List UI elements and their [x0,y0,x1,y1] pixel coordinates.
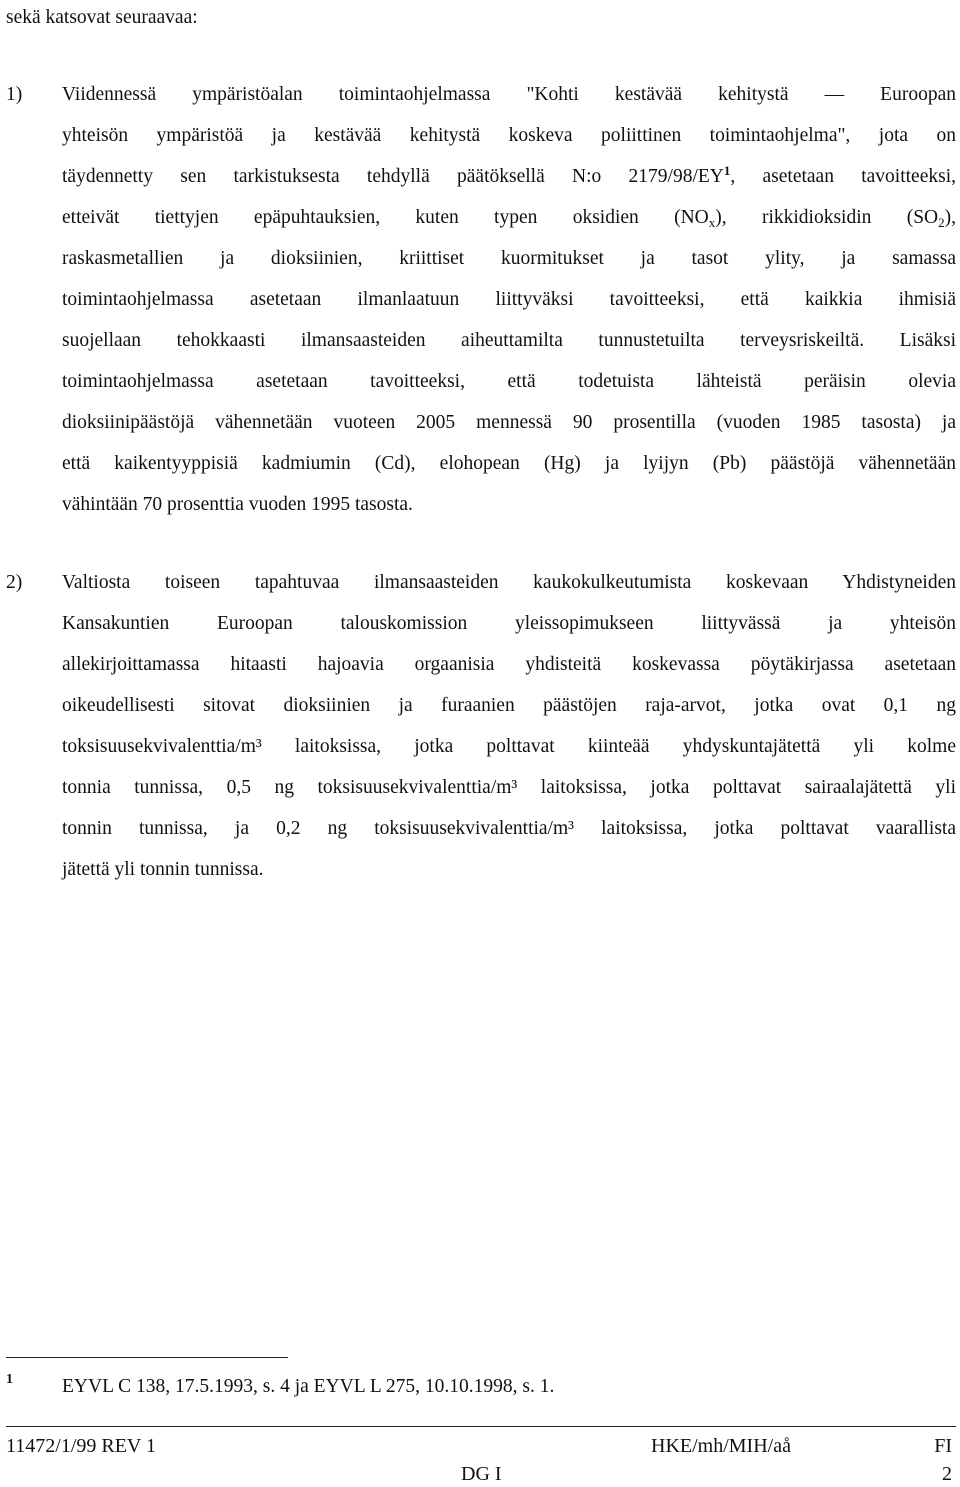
paragraph-line: toimintaohjelmassa asetetaan tavoitteeksi, että todetuista lähteistä peräisin olevia [62,371,956,392]
paragraph-line: että kaikentyyppisiä kadmiumin (Cd), elohopean (Hg) ja lyijyn (Pb) päästöjä vähennetään [62,453,956,474]
footer-separator [6,1426,956,1427]
paragraph-line: yhteisön ympäristöä ja kestävää kehitystä koskeva poliittinen toimintaohjelma", jota on [62,125,956,146]
directorate: DG I [461,1463,502,1485]
paragraph-line: allekirjoittamassa hitaasti hajoavia orgaanisia yhdisteitä koskevassa pöytäkirjassa asetetaan [62,654,956,675]
page-number: 2 [942,1463,952,1485]
text-run: ), [944,207,956,228]
paragraph-line: Viidennessä ympäristöalan toimintaohjelmassa "Kohti kestävää kehitystä — Euroopan [62,84,956,105]
text-run: , asetetaan tavoitteeksi, [730,166,956,187]
paragraph-line: Kansakuntien Euroopan talouskomission yleissopimukseen liittyvässä ja yhteisön [62,613,956,634]
paragraph-line: jätettä yli tonnin tunnissa. [62,859,264,880]
list-item-1 [6,74,956,525]
list-item-number: 1) [6,84,23,105]
paragraph-line: tonnia tunnissa, 0,5 ng toksisuusekvivalenttia/m³ laitoksissa, jotka polttavat sairaalajätettä yli [62,777,956,798]
paragraph-line: oikeudellisesti sitovat dioksiinien ja furaanien päästöjen raja-arvot, jotka ovat 0,1 ng [62,695,956,716]
list-item-2 [6,562,956,890]
paragraph-line: toimintaohjelmassa asetetaan ilmanlaatuun liittyväksi tavoitteeksi, että kaikkia ihmisiä [62,289,956,310]
text-run: täydennetty sen tarkistuksesta tehdyllä päätöksellä N:o 2179/98/EY [62,166,724,187]
footnote-reference: 1 [723,163,731,178]
footer-row-2 [6,1461,956,1487]
paragraph-line: raskasmetallien ja dioksiinien, kriittiset kuormitukset ja tasot ylity, ja samassa [62,248,956,269]
paragraph-line [62,156,956,197]
paragraph-line: Valtiosta toiseen tapahtuvaa ilmansaasteiden kaukokulkeutumista koskevaan Yhdistyneiden [62,572,956,593]
footnote-separator [6,1357,288,1358]
paragraph-line: toksisuusekvivalenttia/m³ laitoksissa, jotka polttavat kiinteää yhdyskuntajätettä yli kolme [62,736,956,757]
text-run: etteivät tiettyjen epäpuhtauksien, kuten typen oksidien (NO [62,207,709,228]
language-code: FI [934,1435,952,1457]
text-run: ), rikkidioksidin (SO [715,207,939,228]
footnote-text: EYVL C 138, 17.5.1993, s. 4 ja EYVL L 275, 10.10.1998, s. 1. [62,1376,555,1397]
paragraph-line: tonnin tunnissa, ja 0,2 ng toksisuusekvivalenttia/m³ laitoksissa, jotka polttavat vaarallista [62,818,956,839]
intro-text: sekä katsovat seuraavaa: [6,7,198,28]
paragraph-line: dioksiinipäästöjä vähennetään vuoteen 2005 mennessä 90 prosentilla (vuoden 1985 tasosta) ja [62,412,956,433]
list-item-body [62,74,956,525]
footer-row-1 [6,1433,956,1459]
paragraph-line: suojellaan tehokkaasti ilmansaasteiden aiheuttamilta tunnustetuilta terveysriskeiltä. Lisäksi [62,330,956,351]
document-reference: 11472/1/99 REV 1 [6,1435,157,1457]
subscript: 2 [938,215,945,230]
paragraph-line [62,197,956,238]
list-item-number: 2) [6,572,23,593]
subscript: x [708,215,716,230]
footnote-mark: 1 [6,1372,13,1387]
author-initials: HKE/mh/MIH/aå [651,1435,791,1457]
list-item-body [62,562,956,890]
paragraph-line: vähintään 70 prosenttia vuoden 1995 tasosta. [62,494,413,515]
